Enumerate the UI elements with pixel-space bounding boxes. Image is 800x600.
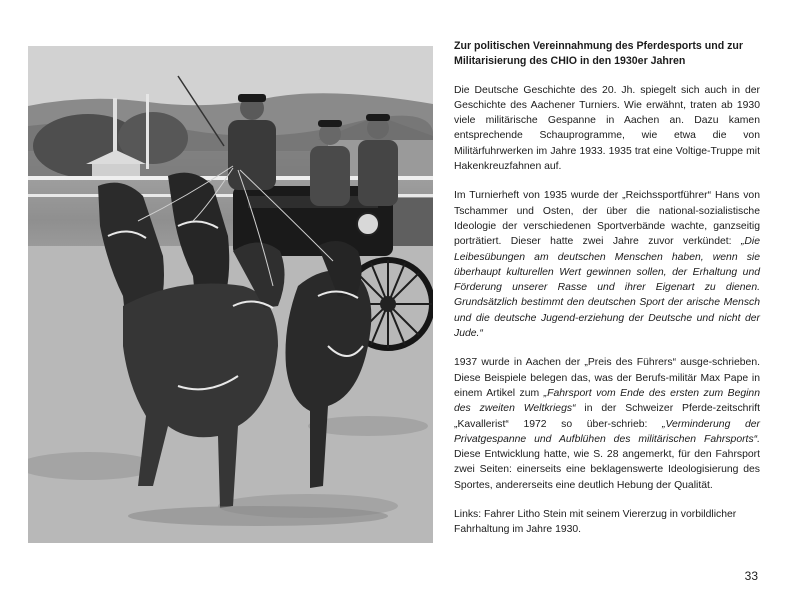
- historic-photo: [28, 46, 433, 543]
- four-in-hand-carriage-illustration: [28, 46, 433, 543]
- paragraph-3: [454, 355, 760, 493]
- paragraph-1-text: Die Deutsche Geschichte des 20. Jh. spiegelt sich auch in der Geschichte des Aachener Turniers. Wie erwähnt, traten ab 1930 viele militärische Gespanne in Aachen an. Dazu kamen entsprechende Schauprogramme, wie etwa die von Militärfuhrwerken im Jahre 1933. 1935 trat eine Voltige-Truppe mit Hakenkreuzfahnen auf.: [454, 84, 760, 173]
- paragraph-3-text-start: 1937 wurde in Aachen der „Preis des Führers“ ausge-schrieben. Diese Beispiele belegen das, was der Berufs-militär Max Pape in einem Artikel zum: [454, 357, 760, 399]
- article-text-column: [454, 39, 760, 538]
- paragraph-3-quote-2: „Verminderung der Privatgespanne und Aufblühen des militärischen Fahrsports“.: [454, 418, 760, 445]
- page-number: 33: [744, 569, 758, 583]
- paragraph-2: [454, 188, 760, 341]
- article-heading: Zur politischen Vereinnahmung des Pferdesports und zur Militarisierung des CHIO in den 1930er Jahren: [454, 40, 744, 68]
- paragraph-2-quote: „Die Leibesübungen am deutschen Menschen haben, wenn sie überhaupt kulturellen Wert gewinnen sollen, der Erhaltung und Förderung unserer Rasse und ihrer Eigenart zu dienen. Grundsätzlich bestimmt den deutschen Sport der arische Mensch und die deutsche Jugend-erziehung der Deutsche und nicht der Jude.“: [454, 236, 760, 340]
- paragraph-2-text: Im Turnierheft von 1935 wurde der „Reichssportführer“ Hans von Tschammer und Osten, der über die national-sozialistische Ideologie der verschiedenen Sportverbände wachte, ganzseitig porträtiert. Dieser hatte zwei Jahre zuvor verkündet:: [454, 190, 760, 248]
- paragraph-3-text-end: Diese Entwicklung hatte, wie S. 28 angemerkt, für den Fahrsport zwei Seiten: einerseits eine beklagenswerte Ideologisierung des Sportes, andererseits eine deutlich Hebung der Qualität.: [454, 449, 760, 491]
- paragraph-1: [454, 83, 760, 175]
- paragraph-3-text-middle: in der Schweizer Pferde-zeitschrift „Kavallerist“ 1972 so über-schrieb:: [454, 403, 761, 430]
- photo-caption: Links: Fahrer Litho Stein mit seinem Viererzug in vorbildlicher Fahrhaltung im Jahre 1930.: [454, 509, 737, 536]
- paragraph-3-quote-1: „Fahrsport vom Ende des ersten zum Beginn des zweiten Weltkriegs“: [454, 387, 760, 415]
